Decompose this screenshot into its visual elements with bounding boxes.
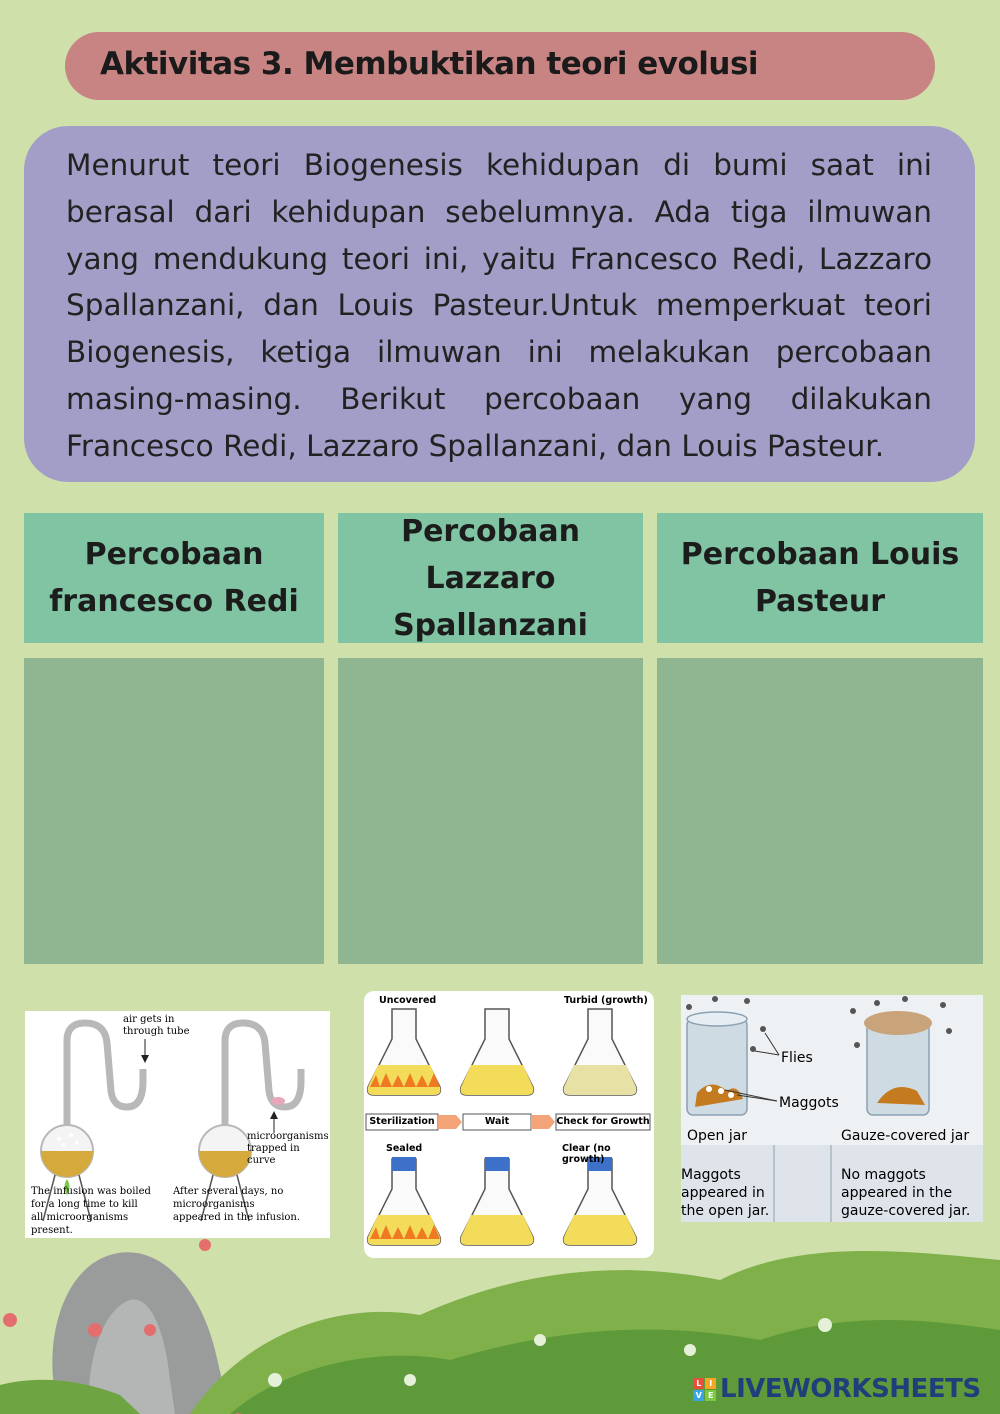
logo-grid-l: L xyxy=(693,1378,704,1389)
pasteur-experiment-card[interactable] xyxy=(25,1011,330,1238)
label-open-jar: Open jar xyxy=(687,1128,748,1144)
activity-title-banner xyxy=(65,32,935,100)
caption-boiled: The infusion was boiled for a long time to kill all microorganisms present. xyxy=(31,1186,151,1236)
redi-experiment-card[interactable] xyxy=(681,995,983,1222)
logo-grid-v: V xyxy=(693,1390,704,1401)
caption-several-days: After several days, no microorganisms appeared in the infusion. xyxy=(173,1186,301,1223)
logo-grid-icon xyxy=(693,1378,716,1401)
label-clear: Clear (no growth) xyxy=(562,1143,611,1165)
step-check-growth: Check for Growth xyxy=(556,1116,650,1127)
intro-panel xyxy=(24,126,975,482)
logo-grid-i: I xyxy=(705,1378,716,1389)
label-gauze-jar: Gauze-covered jar xyxy=(841,1128,970,1144)
step-sterilization: Sterilization xyxy=(369,1116,435,1127)
intro-text: Menurut teori Biogenesis kehidupan di bumi saat ini berasal dari kehidupan sebelumnya. Ada tiga ilmuwan yang mendukung teori ini, yaitu Francesco Redi, Lazzaro Spallanzani, dan Louis Pasteur.Untuk memperkuat teori Biogenesis, ketiga ilmuwan ini melakukan percobaan masing-masing. Berikut percobaan yang dilakukan Francesco Redi, Lazzaro Spallanzani, dan Louis Pasteur. xyxy=(66,148,932,463)
drop-zone-pasteur[interactable] xyxy=(657,658,983,964)
logo-grid-e: E xyxy=(705,1390,716,1401)
result-open-jar: Maggots appeared in the open jar. xyxy=(681,1167,770,1219)
column-header-pasteur: Percobaan Louis Pasteur xyxy=(657,513,983,643)
label-turbid: Turbid (growth) xyxy=(564,995,648,1006)
label-trapped: microorganisms trapped in curve xyxy=(247,1131,329,1166)
label-flies: Flies xyxy=(781,1050,813,1066)
step-wait: Wait xyxy=(484,1116,510,1127)
column-header-redi: Percobaan francesco Redi xyxy=(24,513,324,643)
activity-title: Aktivitas 3. Membuktikan teori evolusi xyxy=(100,46,759,82)
drop-zone-spallanzani[interactable] xyxy=(338,658,643,964)
label-sealed: Sealed xyxy=(386,1143,423,1154)
liveworksheets-logo[interactable] xyxy=(693,1374,981,1404)
drop-zone-redi[interactable] xyxy=(24,658,324,964)
spallanzani-experiment-card[interactable] xyxy=(364,991,654,1258)
label-uncovered: Uncovered xyxy=(379,995,437,1006)
label-maggots: Maggots xyxy=(779,1095,839,1111)
logo-text: LIVEWORKSHEETS xyxy=(720,1374,981,1404)
label-air-gets-in: air gets in through tube xyxy=(123,1014,190,1037)
column-header-spallanzani: Percobaan Lazzaro Spallanzani xyxy=(338,513,643,643)
result-gauze-jar: No maggots appeared in the gauze-covered jar. xyxy=(841,1167,971,1219)
